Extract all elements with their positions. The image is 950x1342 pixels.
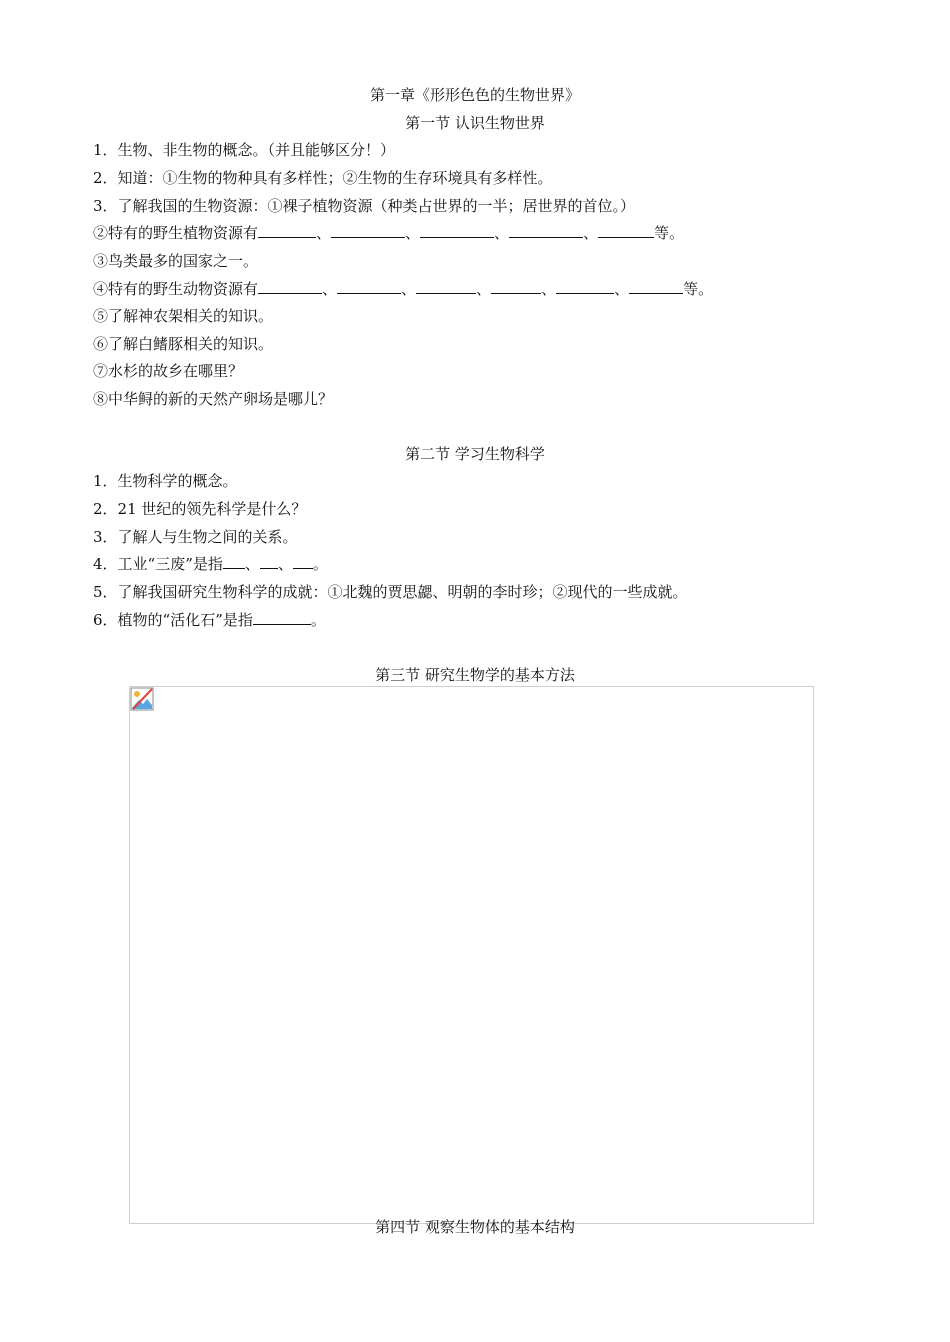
separator: 、 xyxy=(277,555,293,573)
section-2-heading: 第二节 学习生物科学 xyxy=(405,445,545,463)
fill-blank[interactable] xyxy=(260,554,278,569)
image-placeholder xyxy=(129,686,814,1224)
s1-item-animals xyxy=(93,279,713,299)
s1-item-shennongjia: ⑤了解神农架相关的知识。 xyxy=(93,307,274,325)
fill-blank[interactable] xyxy=(556,279,614,294)
fill-blank[interactable] xyxy=(420,223,494,238)
fill-blank[interactable] xyxy=(629,279,683,294)
s2-item-2: 2．21 世纪的领先科学是什么？ xyxy=(93,500,307,518)
fill-blank[interactable] xyxy=(416,279,476,294)
separator: 、 xyxy=(405,224,421,242)
section-3-heading: 第三节 研究生物学的基本方法 xyxy=(375,666,575,684)
s1-item-2: 2．知道：①生物的物种具有多样性；②生物的生存环境具有多样性。 xyxy=(93,169,553,187)
fill-blank[interactable] xyxy=(223,554,245,569)
s2-item-5: 5．了解我国研究生物科学的成就：①北魏的贾思勰、明朝的李时珍；②现代的一些成就。 xyxy=(93,583,688,601)
s1-item-3: 3．了解我国的生物资源：①裸子植物资源（种类占世界的一半；居世界的首位。） xyxy=(93,197,636,215)
s1-item-plants xyxy=(93,223,684,243)
item-text: 4．工业“三废”是指 xyxy=(93,555,223,573)
fill-blank[interactable] xyxy=(598,223,654,238)
s1-item-birds: ③鸟类最多的国家之一。 xyxy=(93,252,259,270)
separator: 、 xyxy=(494,224,510,242)
fill-blank[interactable] xyxy=(337,279,401,294)
item-text: ④特有的野生动物资源有 xyxy=(93,280,259,298)
s1-item-baiji: ⑥了解白鳍豚相关的知识。 xyxy=(93,335,274,353)
s2-item-3: 3．了解人与生物之间的关系。 xyxy=(93,528,298,546)
separator: 、 xyxy=(541,280,557,298)
separator: 、 xyxy=(244,555,260,573)
broken-image-icon xyxy=(130,687,154,711)
fill-blank[interactable] xyxy=(258,223,316,238)
fill-blank[interactable] xyxy=(491,279,541,294)
chapter-title: 第一章《形形色色的生物世界》 xyxy=(369,86,580,104)
separator: 、 xyxy=(316,224,332,242)
item-suffix: 等。 xyxy=(654,224,685,242)
fill-blank[interactable] xyxy=(258,279,322,294)
item-text: 6．植物的“活化石”是指 xyxy=(93,611,253,629)
fill-blank[interactable] xyxy=(331,223,405,238)
fill-blank[interactable] xyxy=(253,610,311,625)
item-text: ②特有的野生植物资源有 xyxy=(93,224,259,242)
item-suffix: 。 xyxy=(310,611,326,629)
s1-item-metasequoia: ⑦水杉的故乡在哪里？ xyxy=(93,362,244,380)
fill-blank[interactable] xyxy=(509,223,583,238)
s1-item-1: 1．生物、非生物的概念。（并且能够区分！） xyxy=(93,141,396,159)
separator: 、 xyxy=(401,280,417,298)
section-1-heading: 第一节 认识生物世界 xyxy=(405,114,545,132)
item-suffix: 等。 xyxy=(683,280,714,298)
s2-item-6 xyxy=(93,610,326,630)
separator: 、 xyxy=(322,280,338,298)
fill-blank[interactable] xyxy=(293,554,313,569)
separator: 、 xyxy=(476,280,492,298)
separator: 、 xyxy=(583,224,599,242)
s2-item-4 xyxy=(93,554,328,574)
s2-item-1: 1．生物科学的概念。 xyxy=(93,472,238,490)
s1-item-sturgeon: ⑧中华鲟的新的天然产卵场是哪儿？ xyxy=(93,390,334,408)
section-4-heading: 第四节 观察生物体的基本结构 xyxy=(375,1218,575,1236)
item-suffix: 。 xyxy=(312,555,328,573)
separator: 、 xyxy=(614,280,630,298)
